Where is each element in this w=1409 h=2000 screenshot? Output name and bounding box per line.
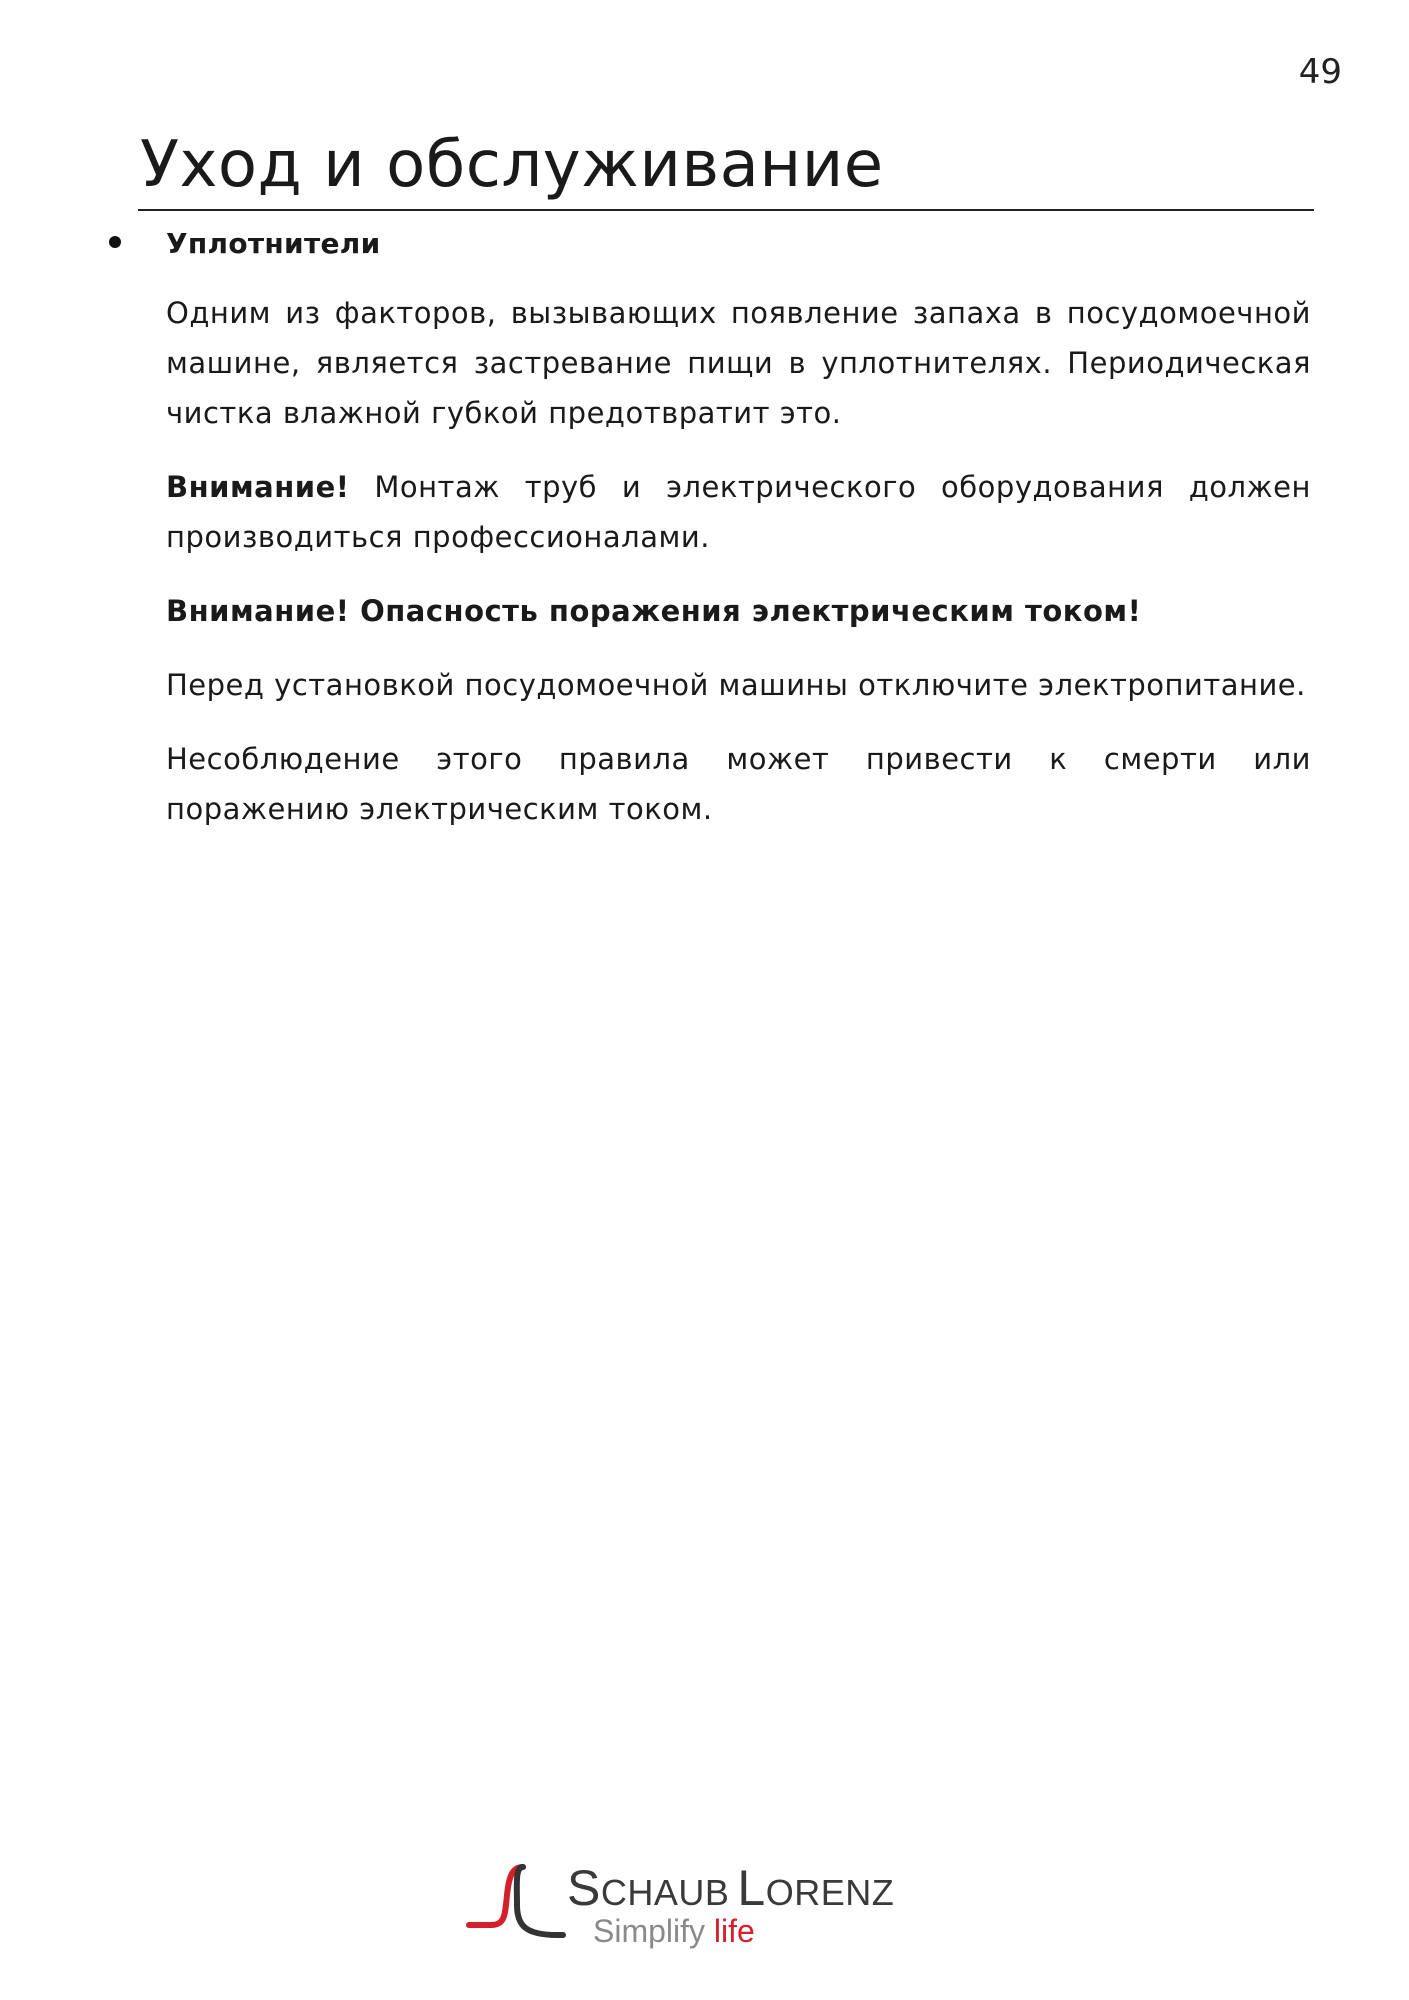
logo-slogan <box>593 1913 755 1950</box>
warning-label: Внимание! <box>166 470 350 504</box>
paragraph-consequence: Несоблюдение этого правила может привести к смерти или поражению электрическим током. <box>166 742 1311 826</box>
brand-logo <box>465 1855 925 1965</box>
bullet-item <box>166 218 1311 268</box>
main-content <box>166 218 1311 834</box>
logo-word-chaub: CHAUB <box>600 1872 730 1913</box>
paragraph-warning-install <box>166 462 1311 562</box>
paragraph-electric-warning: Внимание! Опасность поражения электрическим током! <box>166 594 1142 628</box>
slogan-simplify: Simplify <box>593 1913 706 1949</box>
slogan-life: life <box>713 1913 755 1949</box>
logo-letter-s: S <box>567 1860 601 1916</box>
logo-brand-text <box>567 1859 894 1917</box>
title-divider <box>138 209 1314 211</box>
bullet-icon <box>109 236 121 248</box>
logo-mark-icon <box>465 1855 575 1965</box>
paragraph-disconnect-power: Перед установкой посудомоечной машины отключите электропитание. <box>166 668 1306 702</box>
logo-letter-l: L <box>737 1860 766 1916</box>
page-number: 49 <box>1298 52 1342 92</box>
section-heading: Уплотнители <box>166 226 381 260</box>
page-title: Уход и обслуживание <box>140 128 884 202</box>
warning-text: Монтаж труб и электрического оборудования должен производиться профессионалами. <box>166 470 1311 554</box>
paragraph-seals: Одним из факторов, вызывающих появление запаха в посудомоечной машине, является застревание пищи в уплотнителях. Периодическая чистка влажной губкой предотвратит это. <box>166 296 1311 430</box>
logo-word-orenz: ORENZ <box>765 1872 895 1913</box>
